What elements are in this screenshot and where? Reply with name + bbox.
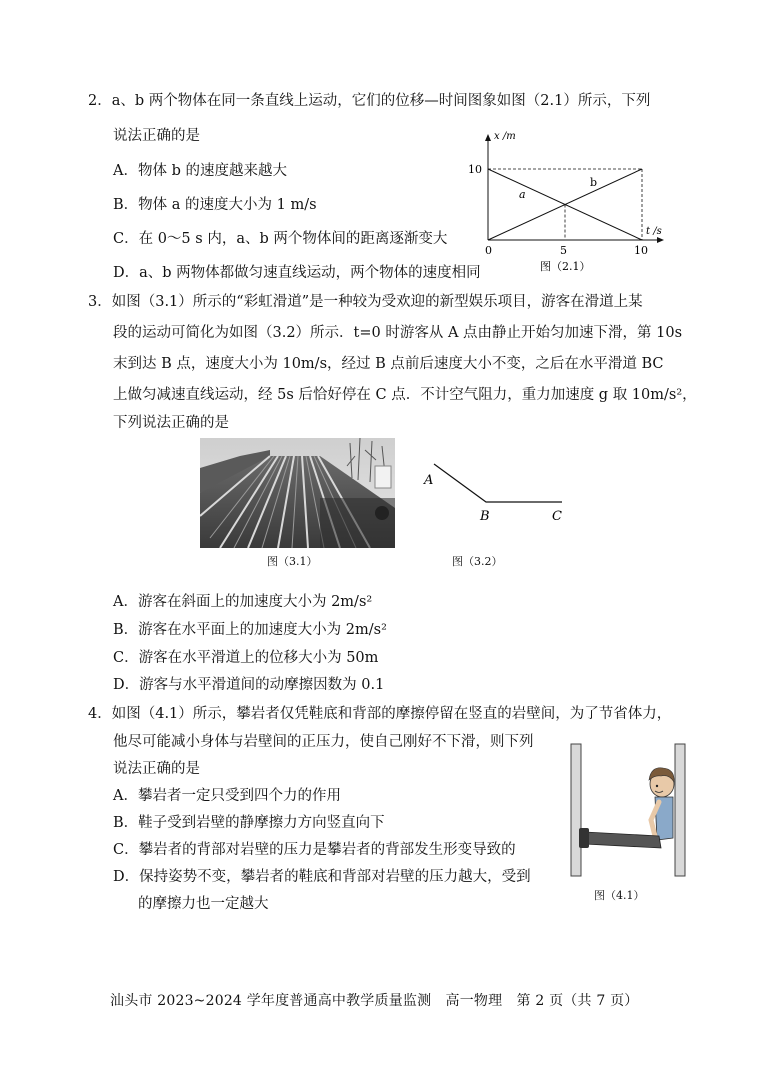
q4-option-d: D．保持姿势不变，攀岩者的鞋底和背部对岩壁的压力越大，受到 — [113, 869, 531, 885]
q3-option-b: B．游客在水平面上的加速度大小为 2m/s² — [113, 622, 387, 638]
q3-fig2-caption: 图（3.2） — [452, 555, 503, 568]
q3-line1: 3．如图（3.1）所示的“彩虹滑道”是一种较为受欢迎的新型娱乐项目，游客在滑道上某 — [88, 294, 643, 310]
point-c-label: C — [552, 509, 562, 524]
q2-line1: 2．a、b 两个物体在同一条直线上运动，它们的位移—时间图象如图（2.1）所示，下列 — [88, 93, 651, 109]
q2-option-a: A．物体 b 的速度越来越大 — [113, 163, 287, 179]
q4-line3: 说法正确的是 — [113, 761, 200, 777]
graph-axes — [485, 134, 664, 243]
q2-option-c: C．在 0～5 s 内，a、b 两个物体间的距离逐渐变大 — [113, 231, 448, 247]
q3-option-a: A．游客在斜面上的加速度大小为 2m/s² — [113, 594, 373, 610]
q4-option-d-cont: 的摩擦力也一定越大 — [138, 896, 269, 912]
series-b-label: b — [590, 176, 598, 189]
q2-option-d: D．a、b 两物体都做匀速直线运动，两个物体的速度相同 — [113, 265, 481, 281]
rock-climber-figure — [565, 740, 695, 880]
x-tick-10: 10 — [634, 244, 648, 257]
q3-option-d: D．游客与水平滑道间的动摩擦因数为 0.1 — [113, 677, 385, 693]
y-tick-10: 10 — [468, 163, 482, 176]
page-footer: 汕头市 2023~2024 学年度普通高中教学质量监测 高一物理 第 2 页（共 7 页） — [110, 993, 639, 1009]
q2-xt-graph — [460, 128, 670, 278]
y-axis-label: x /m — [494, 131, 516, 142]
q4-option-a: A．攀岩者一定只受到四个力的作用 — [113, 788, 341, 804]
q3-option-c: C．游客在水平滑道上的位移大小为 50m — [113, 650, 379, 666]
q2-option-b: B．物体 a 的速度大小为 1 m/s — [113, 197, 317, 213]
point-b-label: B — [480, 509, 490, 524]
q3-line5: 下列说法正确的是 — [113, 415, 229, 431]
q2-line2: 说法正确的是 — [113, 128, 200, 144]
x-axis-label: t /s — [646, 226, 662, 237]
point-a-label: A — [424, 473, 434, 488]
q2-figure-caption: 图（2.1） — [540, 260, 591, 273]
q3-line4: 上做匀减速直线运动，经 5s 后恰好停在 C 点．不计空气阻力，重力加速度 g 取 10m/s²， — [113, 387, 697, 403]
rainbow-slide-photo — [200, 438, 395, 548]
q3-fig1-caption: 图（3.1） — [267, 555, 318, 568]
x-tick-5: 5 — [560, 244, 567, 257]
q3-line3: 末到达 B 点，速度大小为 10m/s，经过 B 点前后速度大小不变，之后在水平滑道 BC — [113, 356, 664, 372]
q4-option-c: C．攀岩者的背部对岩壁的压力是攀岩者的背部发生形变导致的 — [113, 842, 516, 858]
q4-line2: 他尽可能减小身体与岩壁间的正压力，使自己刚好不下滑，则下列 — [113, 734, 534, 750]
q4-figure-caption: 图（4.1） — [594, 889, 645, 902]
graph-series — [488, 169, 642, 240]
q4-option-b: B．鞋子受到岩壁的静摩擦力方向竖直向下 — [113, 815, 385, 831]
x-tick-0: 0 — [485, 244, 492, 257]
series-a-label: a — [519, 188, 526, 201]
slide-schematic — [420, 460, 570, 525]
q4-line1: 4．如图（4.1）所示，攀岩者仅凭鞋底和背部的摩擦停留在竖直的岩壁间，为了节省体力， — [88, 706, 672, 722]
q3-line2: 段的运动可简化为如图（3.2）所示．t=0 时游客从 A 点由静止开始匀加速下滑，第 10s — [113, 325, 683, 341]
